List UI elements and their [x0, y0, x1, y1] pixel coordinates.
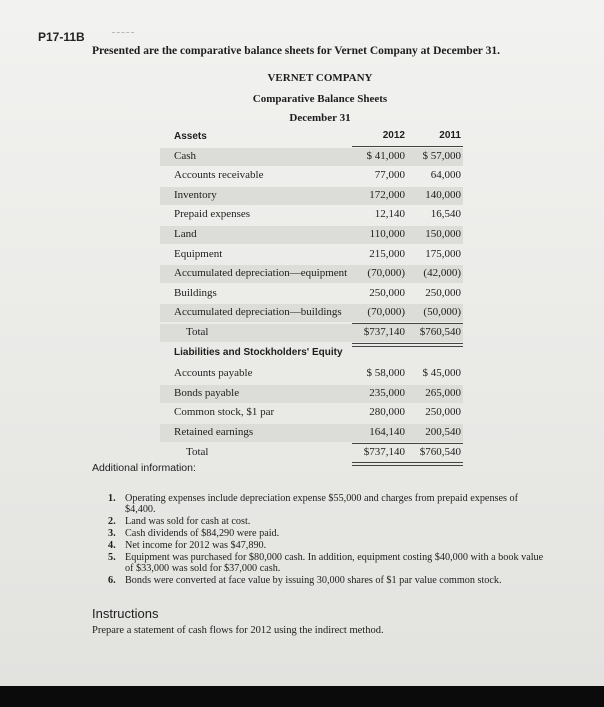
table-row [160, 404, 463, 422]
screen-bezel [0, 686, 604, 707]
row-label: Bonds payable [174, 386, 240, 399]
note-text: Cash dividends of $84,290 were paid. [125, 528, 280, 539]
note-number: 1. [108, 493, 116, 504]
value-2011: 175,000 [425, 247, 461, 260]
value-2011: 250,000 [425, 406, 461, 419]
value-2012: $ 41,000 [366, 149, 405, 162]
row-label: Retained earnings [174, 426, 254, 438]
value-2012: 77,000 [374, 169, 405, 182]
instructions-text: Prepare a statement of cash flows for 2012 using the indirect method. [92, 625, 384, 636]
value-2012: 280,000 [369, 406, 405, 419]
value-2011: 265,000 [425, 386, 461, 399]
problem-id: P17-11B [38, 30, 85, 44]
instructions-heading: Instructions [92, 606, 159, 621]
table-heading-row [160, 128, 463, 146]
row-label: Total [186, 326, 209, 338]
table-row [160, 424, 463, 442]
note-number: 4. [108, 540, 116, 551]
value-2012: (70,000) [367, 306, 405, 319]
table-row [160, 187, 463, 205]
value-2011: 200,540 [425, 426, 461, 438]
note-item [108, 575, 548, 586]
row-label: Equipment [174, 247, 223, 260]
row-label: Common stock, $1 par [174, 406, 275, 419]
table-row [160, 365, 463, 383]
value-2012: 110,000 [369, 228, 405, 240]
value-2012: 215,000 [369, 247, 405, 260]
value-2011: $ 45,000 [422, 367, 461, 380]
note-number: 2. [108, 516, 116, 527]
note-number: 3. [108, 528, 116, 539]
value-2011: $760,540 [419, 326, 461, 338]
note-item [108, 540, 548, 551]
double-underline [352, 462, 408, 466]
company-name: VERNET COMPANY [267, 72, 373, 84]
row-label: Buildings [174, 286, 217, 299]
note-number: 5. [108, 552, 116, 563]
section-heading: Liabilities and Stockholders' Equity [174, 346, 343, 358]
value-2011: 2011 [439, 130, 461, 141]
statement-title: Comparative Balance Sheets [252, 93, 388, 105]
table-row [160, 304, 463, 322]
value-2012: 250,000 [369, 286, 405, 299]
table-heading-row [160, 344, 463, 362]
value-2011: 16,540 [430, 208, 461, 221]
table-row [160, 265, 463, 283]
table-row [160, 148, 463, 166]
row-label: Inventory [174, 188, 217, 201]
additional-info-heading: Additional information: [92, 462, 196, 474]
value-2012: 235,000 [369, 386, 405, 399]
value-2012: $737,140 [363, 326, 405, 338]
total-row [160, 444, 463, 462]
row-label: Accounts receivable [174, 169, 264, 182]
value-2011: 250,000 [425, 286, 461, 299]
value-2011: 64,000 [430, 169, 461, 182]
problem-intro: Presented are the comparative balance sheets for Vernet Company at December 31. [92, 45, 500, 57]
row-label: Accumulated depreciation—buildings [174, 306, 342, 319]
value-2012: $737,140 [363, 445, 405, 458]
table-row [160, 246, 463, 264]
note-text: Bonds were converted at face value by issuing 30,000 shares of $1 par value common stock. [125, 575, 502, 586]
table-row [160, 226, 463, 244]
divider [112, 32, 134, 33]
total-row [160, 324, 463, 342]
value-2011: 140,000 [425, 188, 461, 201]
row-label: Land [174, 228, 197, 240]
table-row [160, 285, 463, 303]
value-2011: (50,000) [423, 306, 461, 319]
value-2012: (70,000) [367, 267, 405, 280]
note-text: Net income for 2012 was $47,890. [125, 540, 267, 551]
value-2012: 172,000 [369, 188, 405, 201]
note-item [108, 528, 548, 539]
value-2011: $760,540 [419, 445, 461, 458]
additional-info-list [108, 493, 548, 587]
value-2012: 2012 [382, 130, 405, 141]
note-item [108, 493, 548, 515]
row-label: Accounts payable [174, 367, 253, 380]
note-text: Equipment was purchased for $80,000 cash. In addition, equipment costing $40,000 with a book value of $33,000 was sold for $37,000 cash. [125, 552, 544, 574]
table-row [160, 385, 463, 403]
value-2011: 150,000 [425, 228, 461, 240]
note-text: Operating expenses include depreciation expense $55,000 and charges from prepaid expenses of $4,400. [125, 493, 519, 515]
value-2012: 12,140 [374, 208, 405, 221]
row-label: Total [186, 445, 209, 458]
double-underline [408, 462, 463, 466]
table-row [160, 206, 463, 224]
row-label: Prepaid expenses [174, 208, 251, 221]
value-2012: $ 58,000 [366, 367, 405, 380]
note-item [108, 516, 548, 527]
value-2011: (42,000) [423, 267, 461, 280]
table-row [160, 167, 463, 185]
row-label: Cash [174, 149, 196, 162]
row-label: Accumulated depreciation—equipment [174, 267, 348, 280]
statement-date: December 31 [289, 112, 351, 124]
note-number: 6. [108, 575, 116, 586]
value-2012: 164,140 [369, 426, 405, 438]
note-text: Land was sold for cash at cost. [125, 516, 251, 527]
section-heading: Assets [174, 131, 207, 142]
note-item [108, 552, 548, 574]
value-2011: $ 57,000 [422, 149, 461, 162]
